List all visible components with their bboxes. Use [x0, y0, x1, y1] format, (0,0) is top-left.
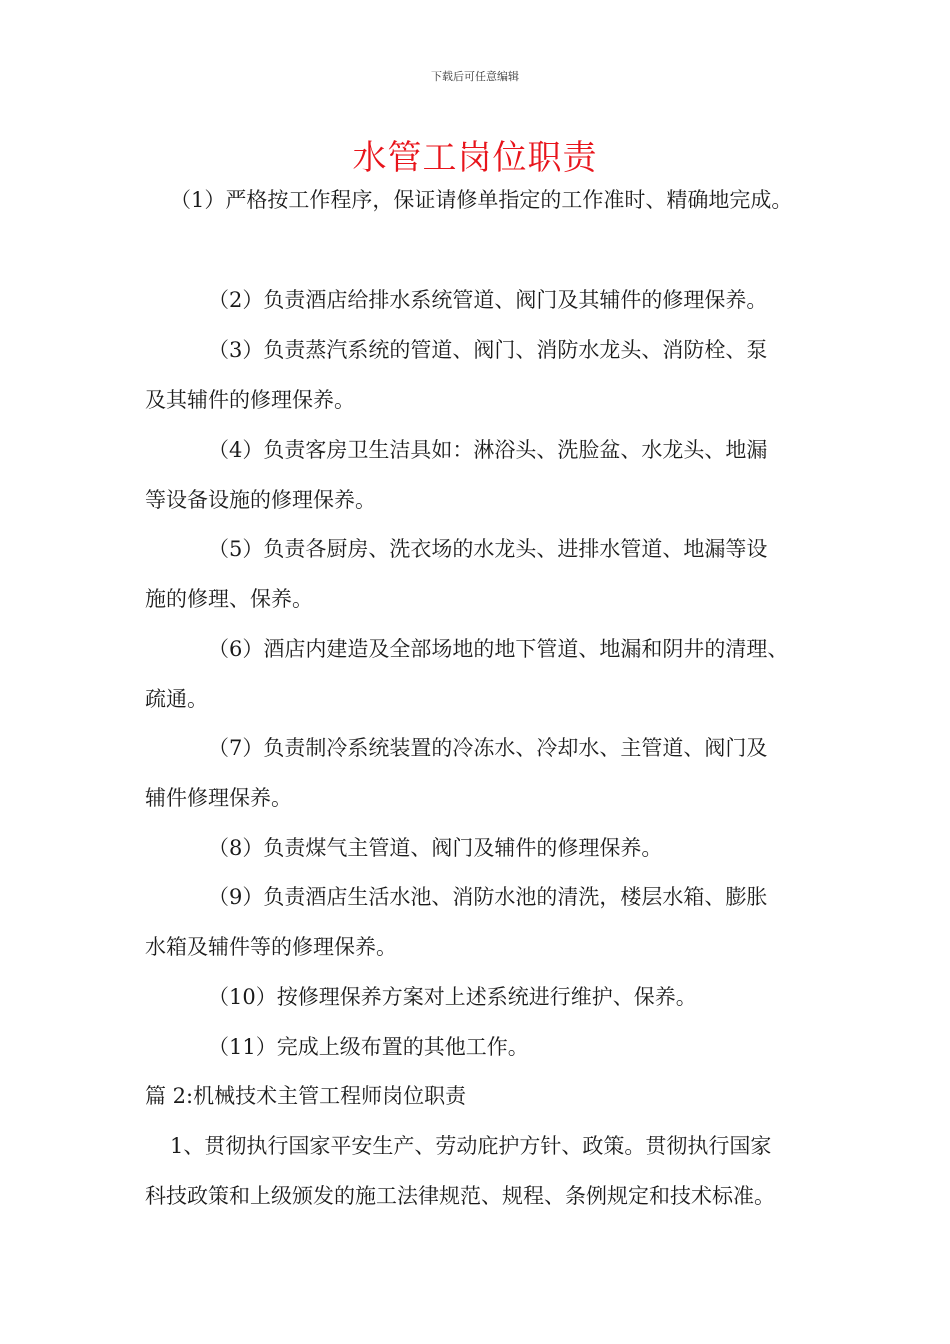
- paragraph-line: （6）酒店内建造及全部场地的地下管道、地漏和阴井的清理、: [208, 637, 789, 661]
- section-heading: 篇 2:机械技术主管工程师岗位职责: [145, 1084, 467, 1108]
- paragraph-line: 水箱及辅件等的修理保养。: [145, 935, 397, 959]
- paragraph-line: 等设备设施的修理保养。: [145, 488, 376, 512]
- paragraph-line: （8）负责煤气主管道、阀门及辅件的修理保养。: [208, 836, 663, 860]
- paragraph-line: （4）负责客房卫生洁具如：淋浴头、洗脸盆、水龙头、地漏: [208, 438, 768, 462]
- paragraph-line: （3）负责蒸汽系统的管道、阀门、消防水龙头、消防栓、泵: [208, 338, 768, 362]
- paragraph-line: 辅件修理保养。: [145, 786, 292, 810]
- paragraph-line: （11）完成上级布置的其他工作。: [208, 1035, 529, 1059]
- paragraph-line: （1）严格按工作程序，保证请修单指定的工作准时、精确地完成。: [170, 188, 793, 212]
- paragraph-line: （7）负责制冷系统装置的冷冻水、冷却水、主管道、阀门及: [208, 736, 768, 760]
- paragraph-line: （2）负责酒店给排水系统管道、阀门及其辅件的修理保养。: [208, 288, 768, 312]
- paragraph-line: 疏通。: [145, 687, 208, 711]
- paragraph-line: 1、贯彻执行国家平安生产、劳动庇护方针、政策。贯彻执行国家: [170, 1134, 772, 1158]
- paragraph-line: （9）负责酒店生活水池、消防水池的清洗，楼层水箱、膨胀: [208, 885, 768, 909]
- paragraph-line: （5）负责各厨房、洗衣场的水龙头、进排水管道、地漏等设: [208, 537, 768, 561]
- paragraph-line: 及其辅件的修理保养。: [145, 388, 355, 412]
- paragraph-line: 科技政策和上级颁发的施工法律规范、规程、条例规定和技术标准。: [145, 1184, 775, 1208]
- paragraph-line: （10）按修理保养方案对上述系统进行维护、保养。: [208, 985, 697, 1009]
- header-note: 下载后可任意编辑: [431, 70, 519, 83]
- paragraph-line: 施的修理、保养。: [145, 587, 313, 611]
- document-title: 水管工岗位职责: [352, 138, 598, 178]
